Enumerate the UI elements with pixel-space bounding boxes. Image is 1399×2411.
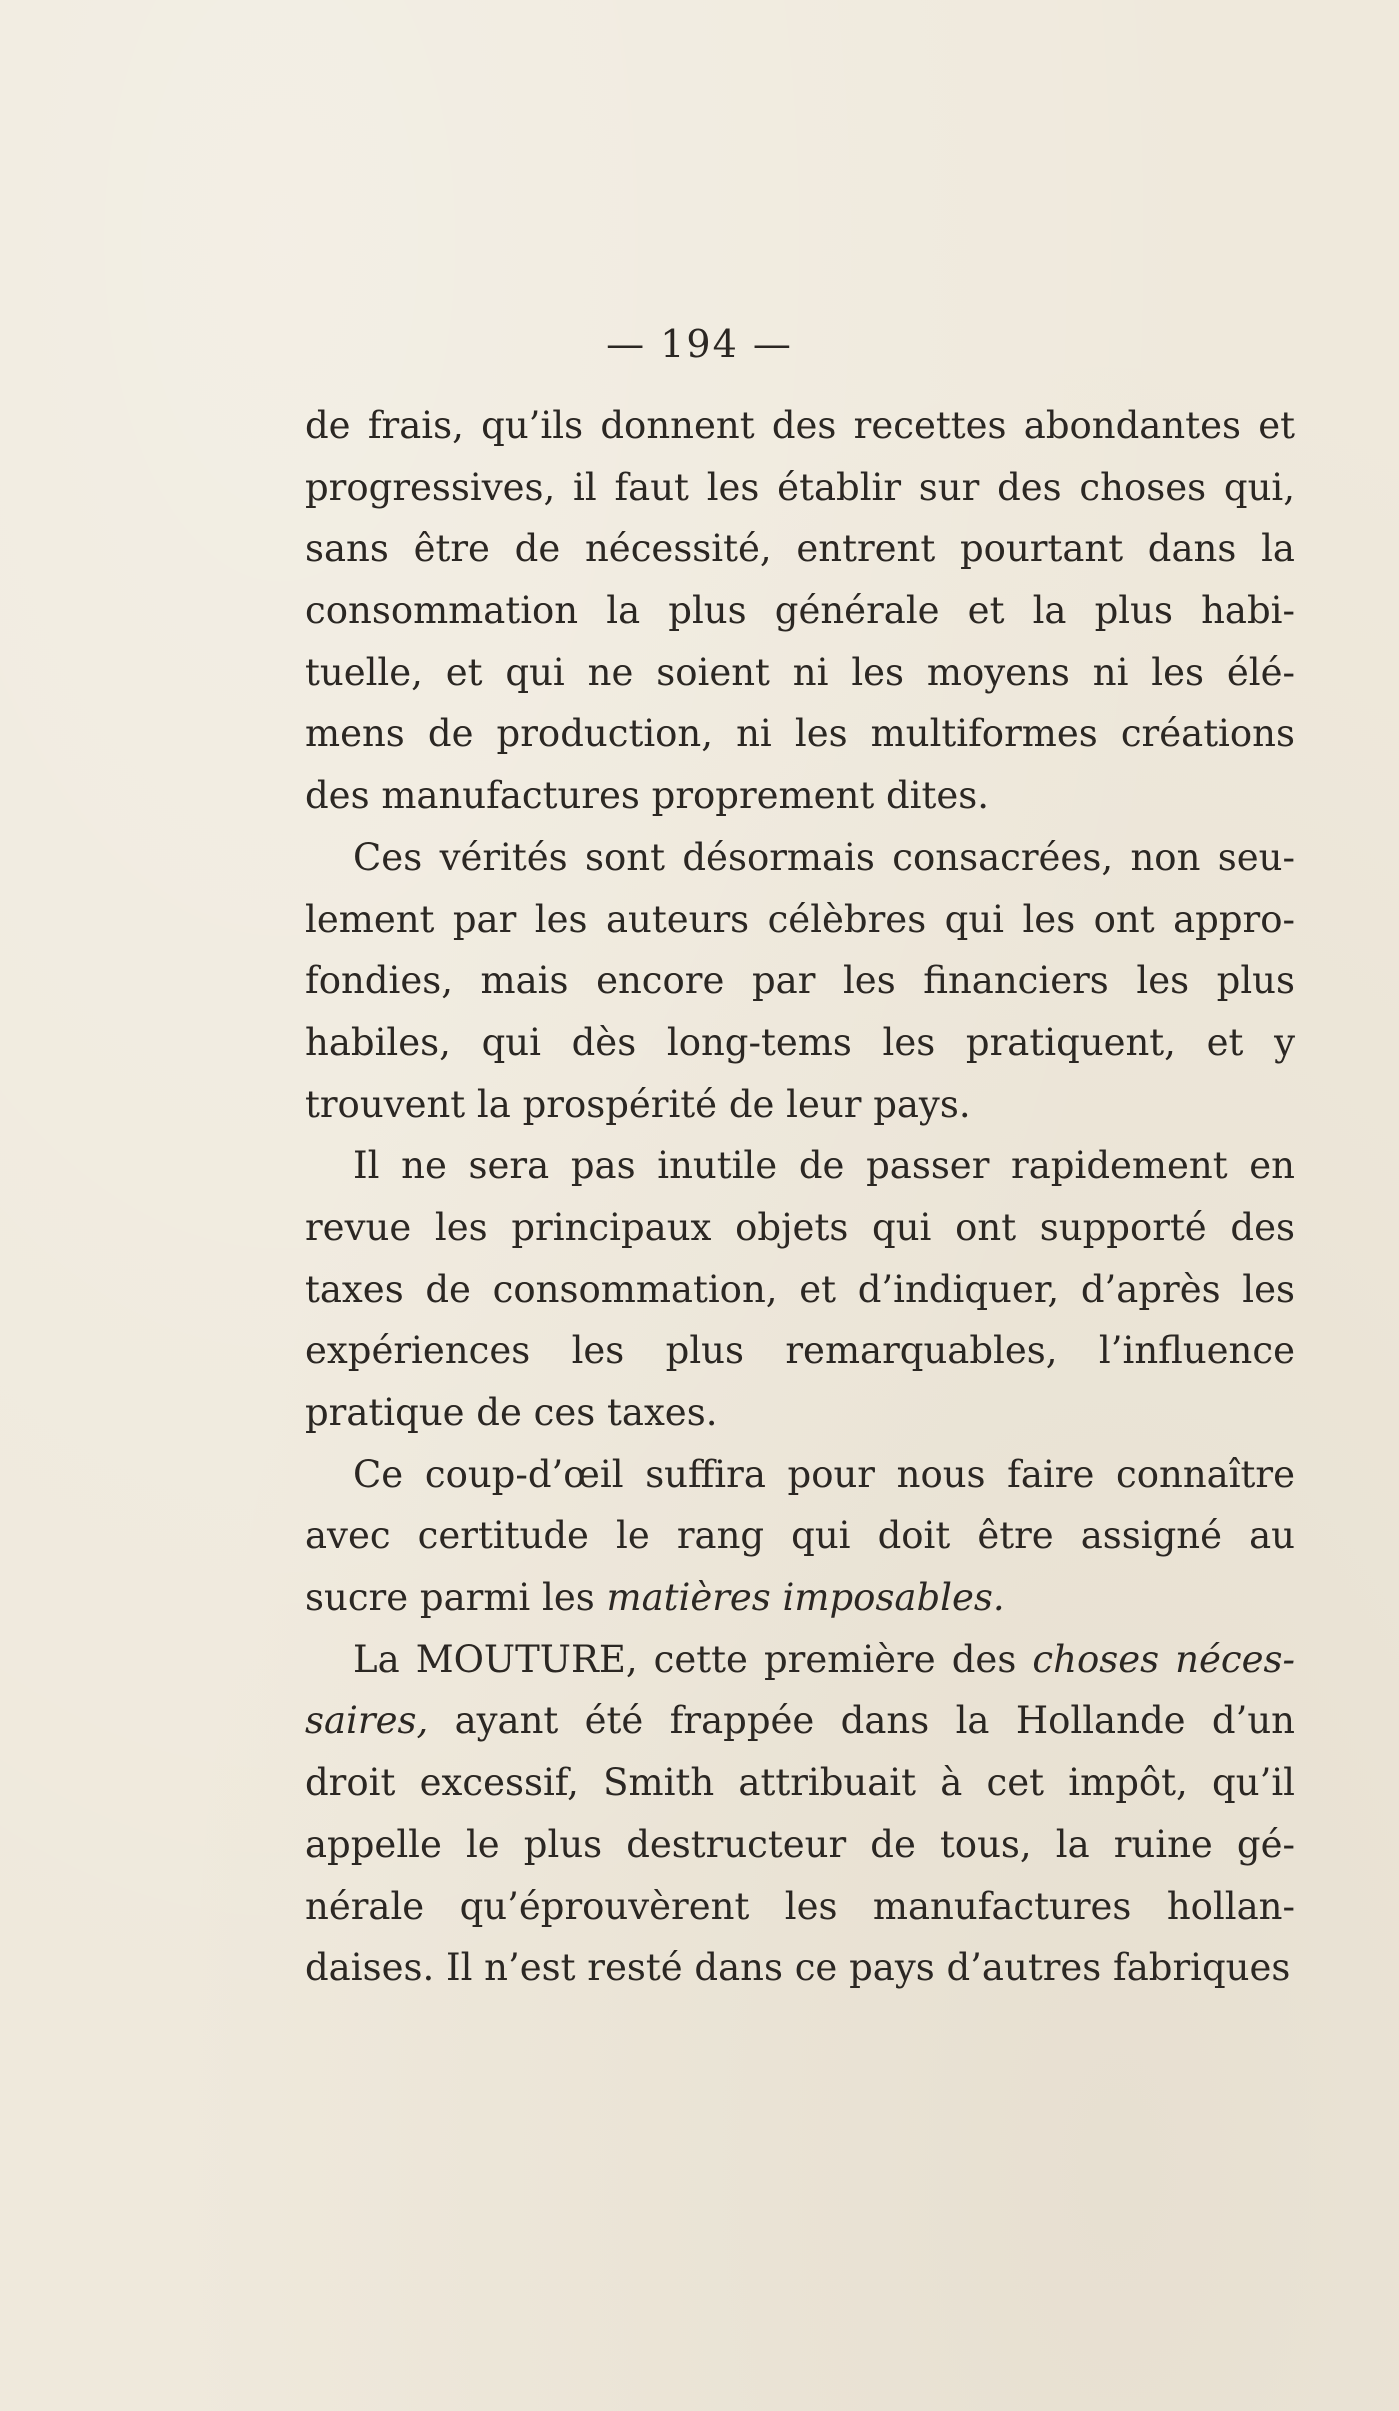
text-line — [305, 1444, 1295, 1506]
text-segment: appelle le plus destructeur de tous, la ruine gé- — [305, 1822, 1295, 1866]
body-text — [305, 395, 1295, 1999]
text-segment: sucre parmi les — [305, 1576, 607, 1620]
text-line — [305, 1567, 1295, 1629]
text-segment: expériences les plus remarquables, l’influence — [305, 1329, 1295, 1373]
text-segment: nérale qu’éprouvèrent les manufactures hollan- — [305, 1884, 1295, 1928]
text-segment: droit excessif, Smith attribuait à cet impôt, qu’il — [305, 1761, 1295, 1805]
text-line — [305, 1012, 1295, 1074]
italic-text-segment: matières imposables. — [606, 1576, 1005, 1620]
text-segment: pratique de ces taxes. — [305, 1391, 718, 1434]
text-line — [305, 1752, 1295, 1814]
text-line — [305, 518, 1295, 580]
text-segment: lement par les auteurs célèbres qui les ont appro- — [305, 897, 1295, 941]
text-line — [305, 827, 1295, 889]
text-segment: Ces vérités sont désormais consacrées, non seu- — [353, 835, 1295, 879]
text-line — [305, 395, 1295, 457]
text-segment: de frais, qu’ils donnent des recettes abondantes et — [305, 404, 1295, 447]
text-line — [305, 1135, 1295, 1197]
text-segment: Il ne sera pas inutile de passer rapidement en — [353, 1144, 1295, 1188]
text-line — [305, 1629, 1295, 1691]
text-segment: fondies, mais encore par les financiers les plus — [305, 959, 1295, 1003]
text-segment: progressives, il faut les établir sur des choses qui, — [305, 465, 1295, 509]
page-number: — 194 — — [606, 322, 793, 366]
text-segment: avec certitude le rang qui doit être assigné au — [305, 1514, 1295, 1558]
text-line — [305, 765, 1295, 827]
text-line — [305, 642, 1295, 704]
text-line — [305, 1505, 1295, 1567]
text-line — [305, 889, 1295, 951]
text-segment: consommation la plus générale et la plus habi- — [305, 589, 1295, 633]
text-line — [305, 1197, 1295, 1259]
text-segment: des manufactures proprement dites. — [305, 774, 990, 818]
text-segment: daises. Il n’est resté dans ce pays d’autres fabriques — [305, 1946, 1291, 1990]
text-segment: taxes de consommation, et d’indiquer, d’après les — [305, 1267, 1295, 1311]
text-line — [305, 1382, 1295, 1444]
text-line — [305, 703, 1295, 765]
text-line — [305, 1690, 1295, 1752]
text-line — [305, 580, 1295, 642]
text-segment: trouvent la prospérité de leur pays. — [305, 1082, 971, 1126]
text-segment: La MOUTURE, cette première des — [353, 1637, 1033, 1681]
text-line — [305, 1074, 1295, 1136]
italic-text-segment: saires, — [305, 1699, 429, 1743]
text-segment: tuelle, et qui ne soient ni les moyens ni les élé- — [305, 650, 1295, 694]
text-segment: mens de production, ni les multiformes créations — [305, 712, 1295, 756]
text-line — [305, 1320, 1295, 1382]
italic-text-segment: choses néces- — [1032, 1637, 1295, 1681]
text-segment: Ce coup-d’œil suffira pour nous faire connaître — [353, 1452, 1295, 1496]
text-line — [305, 1937, 1295, 1999]
text-line — [305, 1259, 1295, 1321]
text-segment: sans être de nécessité, entrent pourtant dans la — [305, 527, 1295, 571]
text-line — [305, 1814, 1295, 1876]
text-line — [305, 457, 1295, 519]
text-line — [305, 1876, 1295, 1938]
text-segment: habiles, qui dès long-tems les pratiquent, et y — [305, 1020, 1295, 1064]
text-line — [305, 950, 1295, 1012]
text-segment: revue les principaux objets qui ont supporté des — [305, 1205, 1295, 1249]
text-segment: ayant été frappée dans la Hollande d’un — [428, 1699, 1295, 1743]
